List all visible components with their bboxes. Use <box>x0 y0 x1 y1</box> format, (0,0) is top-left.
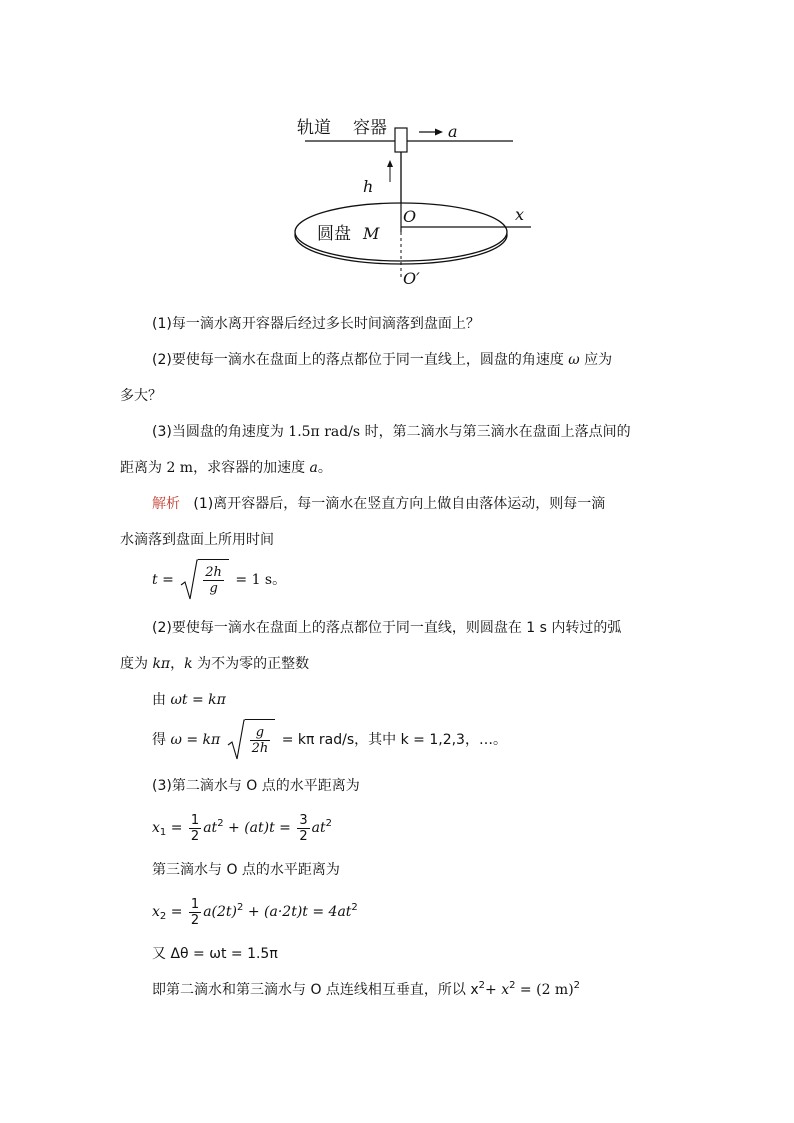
container-label: 容器 <box>353 118 387 138</box>
question-1: (1)每一滴水离开容器后经过多长时间滴落到盘面上？ <box>152 316 480 332</box>
axis-bottom-label: O′ <box>403 269 420 288</box>
x-label: x <box>515 205 525 224</box>
question-3: (3)当圆盘的角速度为 1.5π rad/s 时，第二滴水与第三滴水在盘面上落点间的 <box>152 424 631 440</box>
equation-by: 由 ωt = kπ <box>152 692 226 708</box>
solution-2: (2)要使每一滴水在盘面上的落点都位于同一直线，则圆盘在 1 s 内转过的弧 <box>152 620 622 636</box>
accel-arrowhead <box>435 129 443 136</box>
question-2-cont: 多大？ <box>120 388 162 404</box>
equation-x2: $x_2$ = $\frac{1}{2}$ $a(2t)^2 + (a\cdot 2t)t = 4at^2$ <box>152 896 358 928</box>
solution-3-b: 第三滴水与 O 点的水平距离为 <box>152 862 340 878</box>
radical-sign <box>180 559 198 601</box>
question-3-cont: 距离为 2 m，求容器的加速度 a。 <box>120 460 332 476</box>
solution-3: (3)第二滴水与 O 点的水平距离为 <box>152 778 360 794</box>
physics-diagram <box>283 106 548 304</box>
equation-x1: $x_1$ = $\frac{1}{2}$ $at^2 + (at)t$ = $\frac{3}{2}$ $at^2$ <box>152 812 332 844</box>
solution-tag: 解析 <box>152 496 180 512</box>
height-label: h <box>363 177 374 196</box>
accel-label: a <box>448 122 458 141</box>
solution-2-cont: 度为 kπ，k 为不为零的正整数 <box>120 656 310 672</box>
radical-sign <box>227 719 245 761</box>
disk-label: 圆盘 <box>317 224 351 244</box>
formula-time: t = $\frac{2h}{g}$ = 1 s。 <box>152 558 286 602</box>
origin-label: O <box>403 207 417 226</box>
disk-var-label: M <box>363 224 380 243</box>
sqrt-formula: $\frac{2h}{g}$ <box>180 559 229 601</box>
equation-delta: 又 Δθ = ωt = 1.5π <box>152 946 278 962</box>
container-box <box>395 128 407 152</box>
final-statement: 即第二滴水和第三滴水与 O 点连线相互垂直，所以 $x^2+ x^2 = (2$ m)$^2$ <box>152 980 581 998</box>
solution-1: 解析 (1)离开容器后，每一滴水在竖直方向上做自由落体运动，则每一滴 <box>152 496 606 512</box>
question-2: (2)要使每一滴水在盘面上的落点都位于同一直线上，圆盘的角速度 ω 应为 <box>152 352 613 368</box>
solution-1-cont: 水滴落到盘面上所用时间 <box>120 532 274 548</box>
sqrt-formula-2: $\frac{g}{2h}$ <box>227 719 276 761</box>
equation-get: 得 ω = kπ $\frac{g}{2h}$ = kπ rad/s，其中 k = 1,2,3，…。 <box>152 718 507 762</box>
track-label: 轨道 <box>297 118 331 138</box>
